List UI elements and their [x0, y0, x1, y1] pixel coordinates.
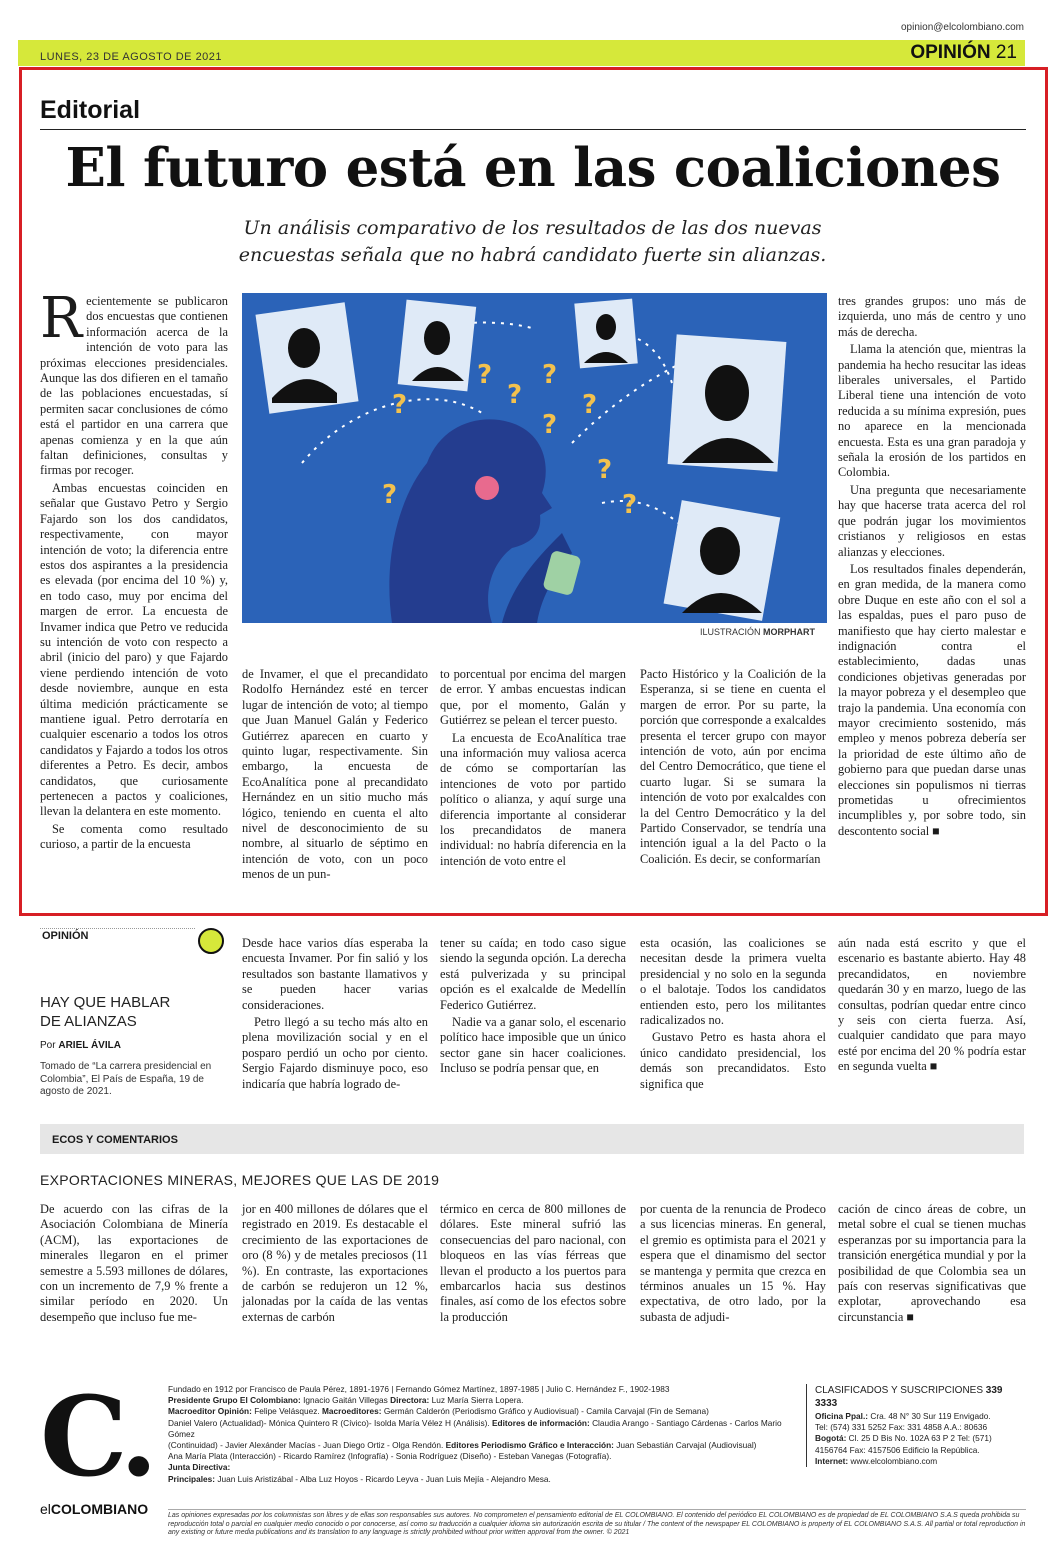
opinion-column-3: esta ocasión, las coaliciones se necesitan desde la primera vuelta presidencial y no solo en la segunda o el balotaje. Todos los candidatos entienden esto, pero los militantes radicalizados no. Gustavo Petro es hasta ahora el único candidato presidencial, los demás son precandidatos. Esto significa que — [640, 936, 826, 1091]
svg-text:?: ? — [392, 390, 408, 420]
ecos-label: ECOS Y COMENTARIOS — [52, 1134, 178, 1146]
masthead-credits: Fundado en 1912 por Francisco de Paula Pérez, 1891-1976 | Fernando Gómez Martínez, 1897-1985 | Julio C. Hernández F., 1902-1983 Presidente Grupo El Colombiano: Ignacio Gaitán Villegas Directora: Luz María Sierra Lopera. Macroeditor Opinión: Felipe Velásquez. Macroeditores: Germán Calderón (Periodismo Gráfico y Audiovisual) - Camila Carvajal (Fin de Semana) Daniel Valero (Actualidad)- Mónica Quintero R (Cívico)- Isolda María Vélez H (Análisis). Editores de información: Claudia Arango - Santiago Cárdenas - Carlos Mario Gómez (Continuidad) - Javier Alexánder Macías - Juan Diego Ortiz - Olga Rendón. Editores Periodismo Gráfico e Interacción: Juan Sebastián Carvajal (Audiovisual) Ana María Plata (Interacción) - Ricardo Ramírez (Infografía) - Sonia Rodríguez (Diseño) - Esteban Vanegas (Fotografía). Junta Directiva: Principales: Juan Luis Aristizábal - Alba Luz Hoyos - Ricardo Leyva - Juan Luis Mejía - Alejandro Mesa. — [168, 1384, 782, 1484]
portrait-frame-icon — [255, 302, 358, 414]
newspaper-logo: C. elCOLOMBIANO — [40, 1372, 152, 1517]
ecos-column-4: por cuenta de la renuncia de Prodeco a sus licencias mineras. En general, el gremio es optimista para el 2021 y espera que el dinamismo del sector se mantenga y permita que crezca en términos anuales un 15 %. Hay expectativa, de otro lado, por la subasta de adjudi- — [640, 1202, 826, 1324]
speech-bubble-icon — [198, 928, 224, 954]
svg-text:?: ? — [507, 380, 523, 410]
deck: Un análisis comparativo de los resultados de las dos nuevas encuestas señala que no habrá candidato fuerte sin alianzas. — [238, 217, 827, 266]
headline: El futuro está en las coaliciones — [65, 137, 1001, 199]
ecos-column-3: térmico en cerca de 800 millones de dólares. Este mineral sufrió las consecuencias del paro nacional, con bloqueos en las vías férreas que llevan el producto a los puertos para embarcarlos hacia sus destinos finales, así como de los efectos sobre la producción — [440, 1202, 626, 1324]
svg-text:?: ? — [542, 360, 558, 390]
illustration-credit: ILUSTRACIÓN MORPHART — [700, 627, 816, 637]
author-byline: Por ARIEL ÁVILA — [40, 1040, 121, 1051]
legal-disclaimer: Las opiniones expresadas por los columnistas son libres y de ellas son responsables sus autores. No comprometen el pensamiento editorial de EL COLOMBIANO. El contenido del periódico EL COLOMBIANO es de propiedad de EL COLOMBIANO S.A.S queda prohibida su reproducción total o parcial en cualquier medio conocido o por conocerse, así como su traducción a cualquier idioma sin autorización escrita de su titular / The content of the newspaper EL COLOMBIANO is property of EL COLOMBIANO S.A.S. All partial or total reproduction in any existing or future media publications and its translation to any language is strictly prohibited without prior written approval from the owner. © 2021 — [168, 1509, 1026, 1538]
classifieds-contact: CLASIFICADOS Y SUSCRIPCIONES 339 3333 Oficina Ppal.: Cra. 48 N° 30 Sur 119 Envigado. Tel: (574) 331 5252 Fax: 331 4858 A.A.: 80636 Bogotá: Cl. 25 D Bis No. 102A 63 P 2 Tel: (571) 4156764 Fax: 4157506 Edificio la República. Internet: www.elcolombiano.com — [806, 1384, 1026, 1467]
editorial-column-4: Pacto Histórico y la Coalición de la Esperanza, si se tiene en cuenta el margen de error. Por su parte, la porción que corresponde a exalcaldes presenta el tercer grupo con mayor intención de voto, aún por encima del Centro Democrático, que tiene el cuarto lugar. Si se sumara la intención de voto por exalcaldes con la del Centro Democrático y la del Partido Conservador, se tendría una intención igual a la del Pacto o la Coalición. Es decir, se conformarían — [640, 667, 826, 866]
editorial-column-2: de Invamer, el que el precandidato Rodolfo Hernández esté en tercer lugar de intención de voto; al tiempo que Juan Manuel Galán y Federico Gutiérrez aparecen en cuarto y quinto lugar, respectivamente. Sin embargo, la encuesta de EcoAnalítica pone al precandidato Hernández en un sitio mucho más lógico, teniendo en cuenta el alto nivel de desconocimiento de su nombre, al situarlo de séptimo en intención de voto, con un poco menos de un pun- — [242, 667, 428, 882]
editorial-illustration — [242, 293, 827, 623]
opinion-label: OPINIÓN — [42, 930, 89, 942]
ecos-title: EXPORTACIONES MINERAS, MEJORES QUE LAS DE 2019 — [40, 1172, 440, 1188]
svg-text:?: ? — [582, 390, 598, 420]
editorial-column-5: tres grandes grupos: uno más de izquierda, uno más de centro y uno más de derecha. Llama la atención que, mientras la pandemia ha hecho resucitar las ideas liberales universales, el Partido Liberal tiene una intención de voto reducida a su mínima expresión, pues no aparece en la mencionada encuesta. Esta es una gran paradoja y señala la erosión de los partidos en Colombia. Una pregunta que necesariamente hay que hacerse trata acerca del rol que podrán jugar los movimientos cristianos y religiosos en estas alianzas y elecciones. Los resultados finales dependerán, en gran medida, de la manera como obre Duque en este año con el sol a las espaldas, pues el paro puso de manifiesto que hay cierto malestar e indignación contra el establecimiento, dadas unas condiciones objetivas generadas por la mayor pobreza y el desempleo que trajo la pandemia. Una economía con mayor crecimiento sostenido, más empleo y menos pobreza debería ser la prioridad de este último año de gobierno para que puedan darse unas elecciones sin populismos ni tierras prometidas u ofrecimientos incumplibles y, por sobre todo, sin descontento social ■ — [838, 294, 1026, 838]
opinion-source: Tomado de “La carrera presidencial en Colombia”, El País de España, 19 de agosto de 2021. — [40, 1061, 212, 1097]
opinion-column-4: aún nada está escrito y que el escenario es bastante abierto. Hay 48 precandidatos, en noviembre quedarán 30 y en marzo, luego de las consultas, podrían quedar entre cinco y seis con cierta fuerza. Así, cualquier candidato que para mayo esté por encima del 20 % podría estar en segunda vuelta ■ — [838, 936, 1026, 1074]
opinion-column-1: Desde hace varios días esperaba la encuesta Invamer. Por fin salió y los resultados son bastante llamativos y se pueden hacer varias consideraciones. Petro llegó a su techo más alto en plena movilización social y en el posparo perdió un ocho por ciento. Sergio Fajardo disminuye poco, eso indicaría que habría logrado de- — [242, 936, 428, 1091]
svg-text:?: ? — [622, 490, 638, 520]
contact-email: opinion@elcolombiano.com — [901, 22, 1024, 33]
editorial-column-1: Recientemente se publicaron dos encuestas que contienen información acerca de la intención de voto para las próximas elecciones presidenciales. Aunque las dos difieren en el tamaño de las poblaciones encuestadas, sí permiten sacar conclusiones de cómo está el partidor en una carrera que apenas comienza y en la que aún faltan definiciones, consultas y firmas por recoger. Ambas encuestas coinciden en señalar que Gustavo Petro y Sergio Fajardo son los dos candidatos, respectivamente, con mayor intención de voto; la diferencia entre estos dos aspirantes a la presidencia es elevada (por encima del 10 %) y, en todo caso, muy por encima del margen de error. La encuesta de Invamer indica que Petro ve reducida su intención de voto con respecto a abril (inicio del paro) y que Fajardo viene perdiendo intención de voto desde noviembre, aunque en esta última medición prácticamente se mantiene igual. Petro derrotaría en cualquier escenario a todos los otros candidatos y Fajardo a todos los otros diferentes a Petro. Es decir, ambos candidatos, que curiosamente pertenecen a pactos y coaliciones, llevan la delantera en este momento. Se comenta como resultado curioso, a partir de la encuesta — [40, 286, 228, 852]
svg-text:?: ? — [597, 455, 613, 485]
svg-text:?: ? — [542, 410, 558, 440]
ecos-column-5: cación de cinco áreas de cobre, un metal sobre el cual se tienen muchas esperanzas por su importancia para la transición energética mundial y por la posibilidad de que Colombia sea un país con reservas significativas que explotar, aprovechando esa circunstancia ■ — [838, 1202, 1026, 1324]
svg-text:?: ? — [382, 480, 398, 510]
ecos-column-2: jor en 400 millones de dólares que el registrado en 2019. Es destacable el crecimiento de las exportaciones de oro (8 %) y de metales preciosos (11 %). En contraste, las exportaciones de carbón se redujeron un 12 %, jalonadas por la caída de las ventas externas de carbón — [242, 1202, 428, 1324]
section-header-bar — [18, 40, 1025, 66]
svg-text:?: ? — [477, 360, 493, 390]
opinion-title: HAY QUE HABLAR DE ALIANZAS — [40, 994, 171, 1030]
ecos-section-bar — [40, 1124, 1024, 1154]
illustration-art — [242, 293, 827, 623]
editorial-label: Editorial — [40, 96, 141, 124]
divider — [40, 129, 1026, 130]
page-number: 21 — [995, 42, 1017, 63]
drop-cap: R — [40, 286, 83, 351]
section-name: OPINIÓN 21 — [910, 42, 1017, 63]
ecos-column-1: De acuerdo con las cifras de la Asociación Colombiana de Minería (ACM), las exportaciones de minerales llegaron en el primer semestre a 5.593 millones de dólares, con un incremento de 7,9 % frente a similar período en 2020. Un desempeño que incluso fue me- — [40, 1202, 228, 1324]
divider — [40, 928, 195, 929]
issue-date: LUNES, 23 DE AGOSTO DE 2021 — [40, 51, 223, 63]
opinion-column-2: tener su caída; en todo caso sigue siendo la segunda opción. La derecha está pulverizada y su principal opción es el exalcalde de Medellín Federico Gutiérrez. Nadie va a ganar solo, el escenario político hace imposible que un único sector gane sin hacer coaliciones. Incluso se podría pensar que, en — [440, 936, 626, 1076]
editorial-column-3: to porcentual por encima del margen de error. Y ambas encuestas indican que, por el momento, Galán y Gutiérrez se pelean el tercer puesto. La encuesta de EcoAnalítica trae una información muy valiosa acerca de cómo se comportarían las intenciones de voto por partido político o alianza, y aquí surge una diferencia importante al considerar los precandidatos de manera individual: no habría diferencia en la intención de voto entre el — [440, 667, 626, 868]
